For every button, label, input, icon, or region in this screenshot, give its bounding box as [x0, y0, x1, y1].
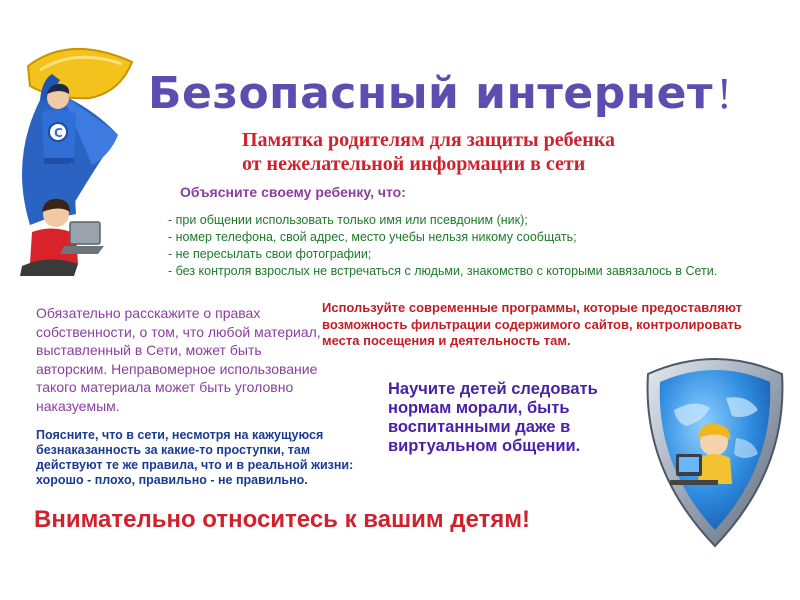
laptop-icon	[70, 222, 100, 244]
rules-list-item: - при общении использовать только имя или псевдоним (ник);	[168, 213, 528, 227]
page-subtitle	[242, 128, 615, 176]
real-life-rules-paragraph: Поясните, что в сети, несмотря на кажущуюся безнаказанность за какие-то проступки, там действуют те же правила, что и в реальной жизни: хорошо - плохо, правильно - не правильно.	[36, 428, 354, 487]
rules-list-item: - не пересылать свои фотографии;	[168, 247, 372, 261]
footer-callout: Внимательно относитесь к вашим детям!	[34, 506, 531, 533]
page-title	[148, 68, 732, 119]
subtitle-line-2: от нежелательной информации в сети	[242, 153, 586, 175]
filter-software-paragraph: Используйте современные программы, которые предоставляют возможность фильтрации содержимого сайтов, контролировать места посещения и деятельность там.	[322, 300, 743, 348]
rules-list	[168, 212, 717, 280]
page-title-exclamation: !	[717, 69, 733, 118]
rules-list-item: - без контроля взрослых не встречаться с людьми, знакомство с которыми завязалось в Сети.	[168, 264, 718, 278]
rules-list-item: - номер телефона, свой адрес, место учебы нельзя никому сообщать;	[168, 230, 577, 244]
globe-shield-illustration	[640, 350, 790, 550]
svg-text:C: C	[54, 126, 63, 140]
explain-heading: Объясните своему ребенку, что:	[180, 184, 406, 200]
morals-paragraph: Научите детей следовать нормам морали, быть воспитанными даже в виртуальном общении.	[388, 380, 598, 455]
page-title-text: Безопасный интернет	[148, 68, 713, 119]
ownership-paragraph: Обязательно расскажите о правах собственности, о том, что любой материал, выставленный в Сети, может быть авторским. Неправомерное использование такого материала может быть уголовно наказуемым.	[36, 305, 321, 414]
subtitle-line-1: Памятка родителям для защиты ребенка	[242, 129, 615, 151]
kid-with-laptop-illustration	[8, 192, 118, 282]
